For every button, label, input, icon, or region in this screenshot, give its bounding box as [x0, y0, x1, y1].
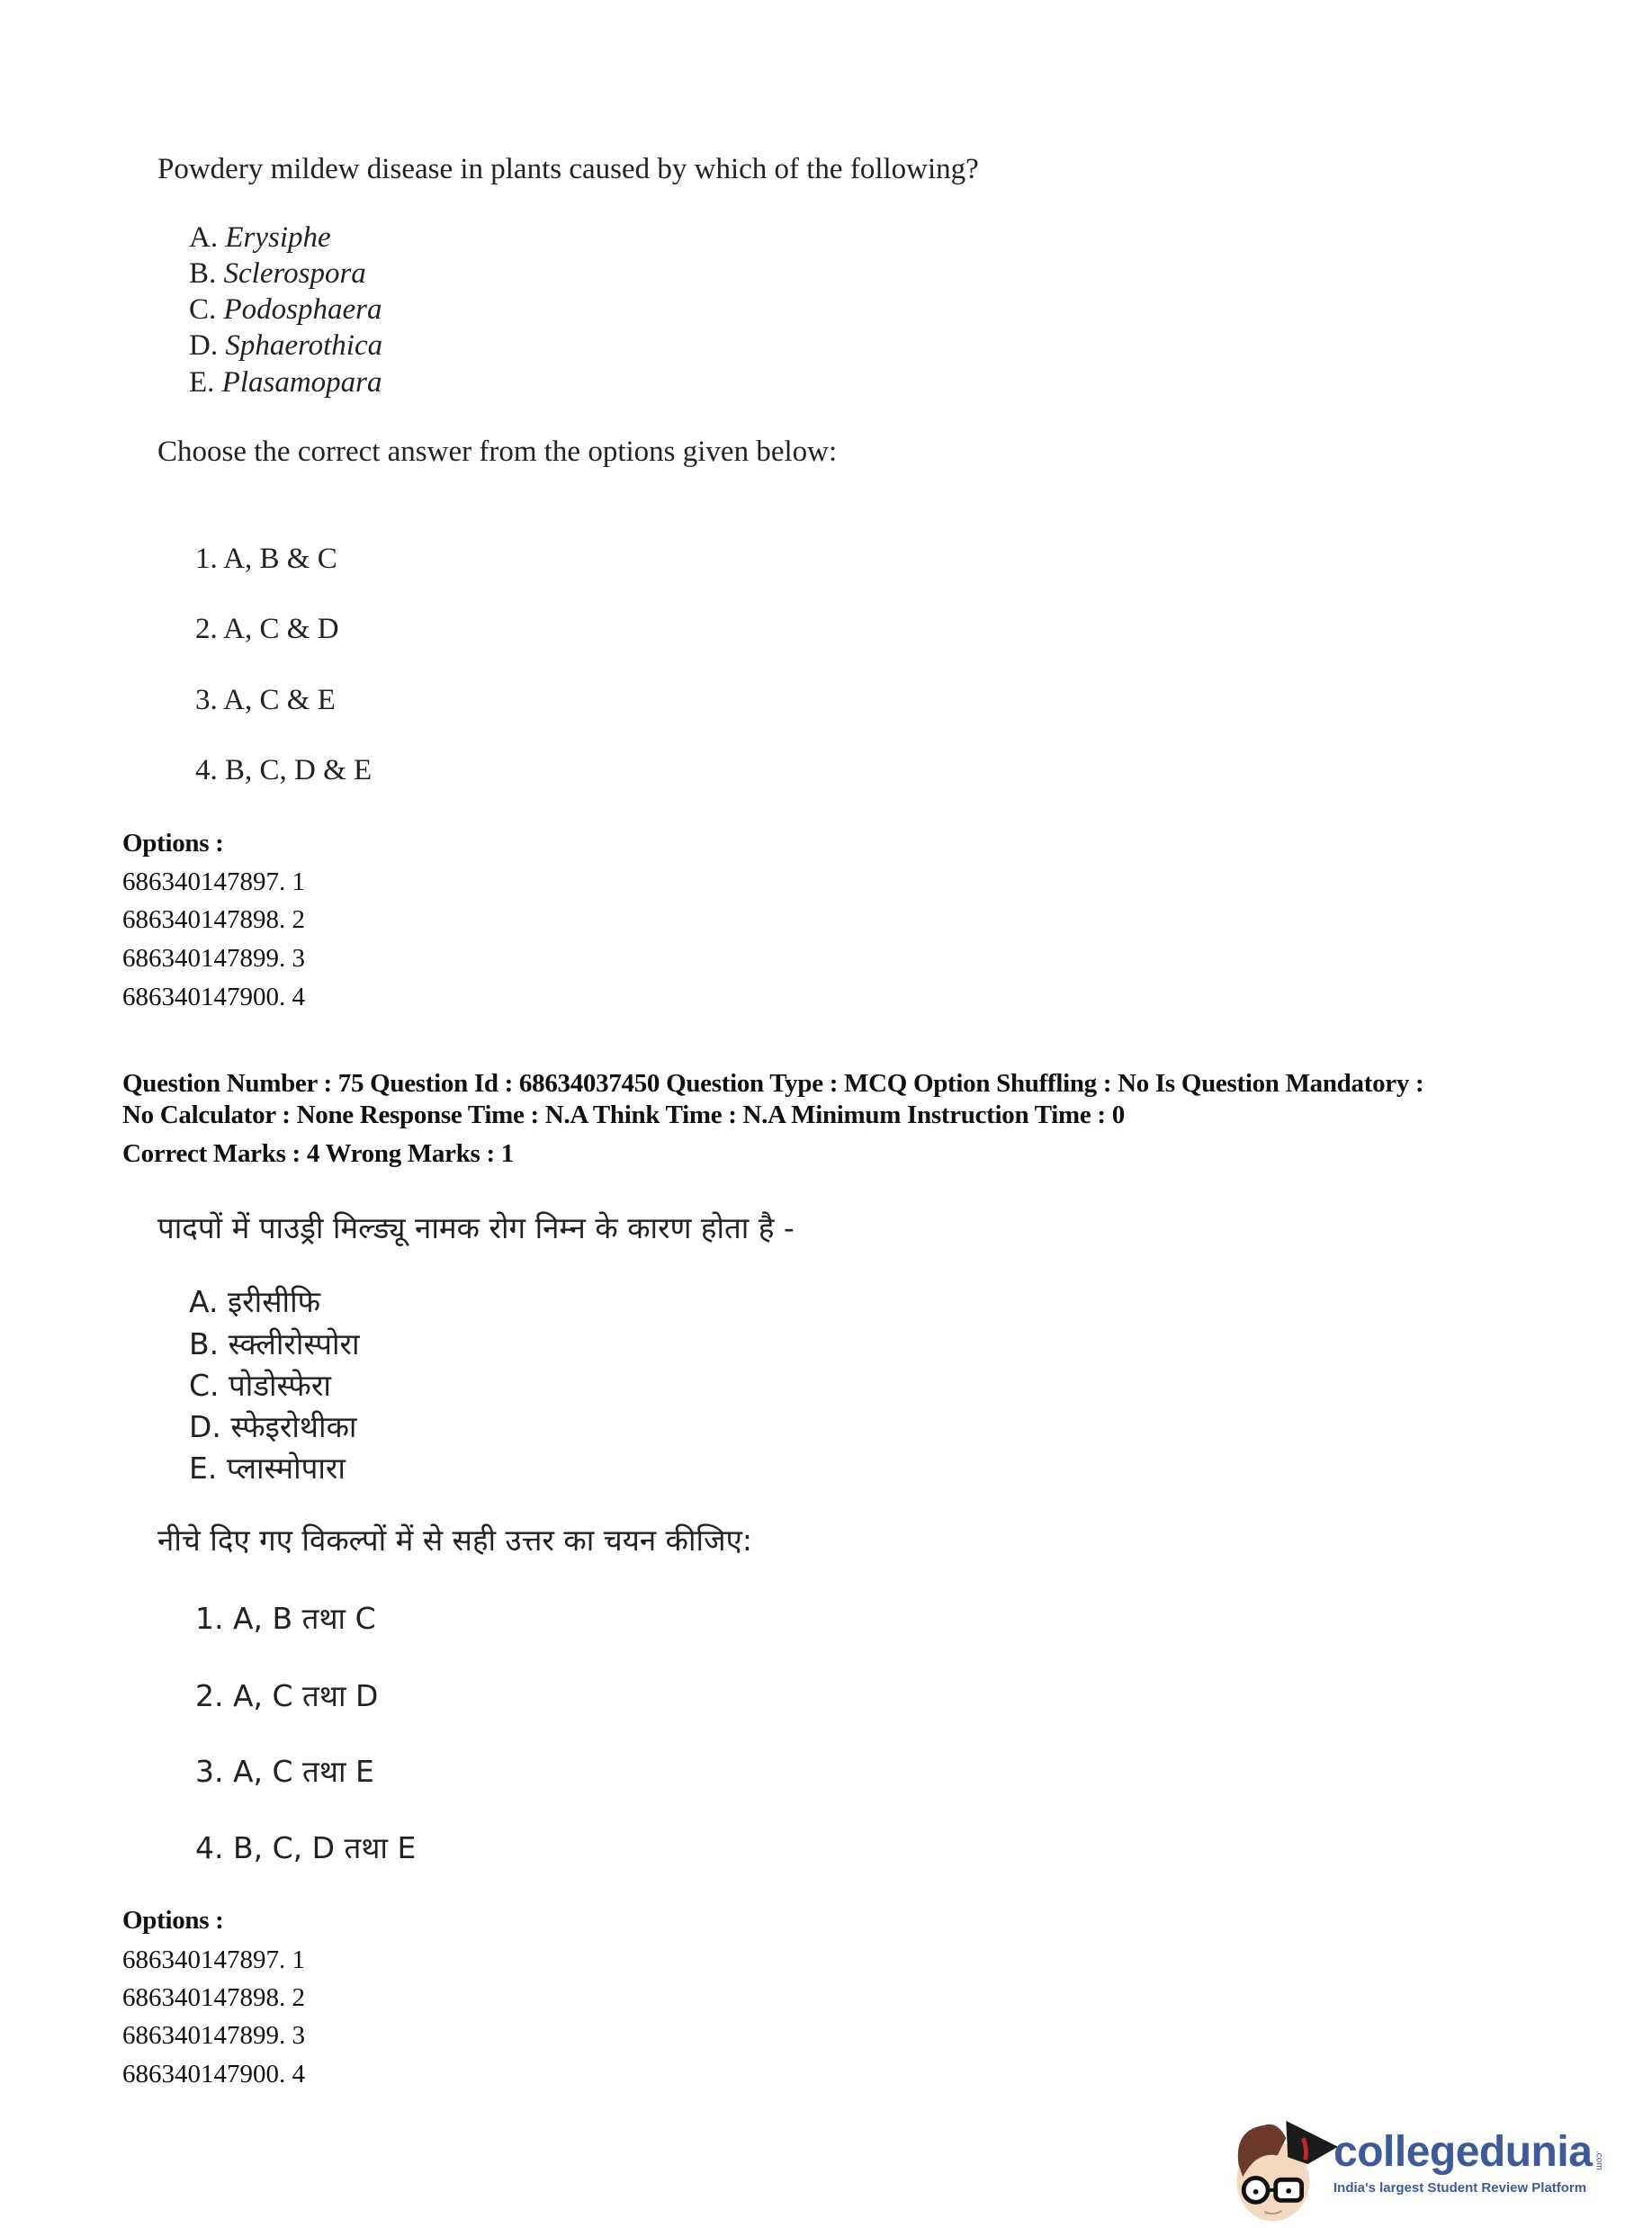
- statement-item: [189, 1284, 321, 1319]
- statement-label: C.: [189, 1368, 220, 1403]
- statement-item: [189, 331, 382, 361]
- options-heading: Options :: [122, 1906, 224, 1935]
- answer-choice: 4. B, C, D तथा E: [195, 1830, 417, 1865]
- logo-brand-row: [1333, 2128, 1604, 2176]
- statement-text: प्लास्मोपारा: [226, 1451, 346, 1486]
- option-id: 686340147897. 1: [122, 1945, 305, 1974]
- answer-choice: 2. A, C तथा D: [195, 1678, 379, 1713]
- statement-label: B.: [189, 1326, 220, 1361]
- options-heading: Options :: [122, 829, 224, 858]
- option-id: 686340147900. 4: [122, 983, 305, 1011]
- statement-item: [189, 259, 366, 289]
- logo-suffix: .com: [1594, 2151, 1604, 2170]
- statement-label: A.: [189, 221, 219, 254]
- question-text: Powdery mildew disease in plants caused by which of the following?: [157, 153, 979, 185]
- statement-item: [189, 295, 382, 325]
- answer-choice: 3. A, C तथा E: [195, 1754, 374, 1789]
- statement-item: [189, 368, 382, 398]
- statement-label: D.: [189, 329, 219, 362]
- statement-text: Sphaerothica: [225, 329, 383, 362]
- statement-text: Sclerospora: [223, 257, 366, 290]
- statement-item: [189, 1409, 357, 1444]
- option-id: 686340147899. 3: [122, 944, 305, 973]
- metadata-line: Question Number : 75 Question Id : 68634037450 Question Type : MCQ Option Shuffling : No Is Question Mandatory :: [122, 1069, 1424, 1098]
- option-id: 686340147898. 2: [122, 1983, 305, 2012]
- statement-text: स्फेइरोथीका: [230, 1409, 357, 1444]
- question-text-hindi: पादपों में पाउड्री मिल्ड्यू नामक रोग निम्न के कारण होता है -: [157, 1210, 795, 1245]
- answer-choice: 1. A, B तथा C: [195, 1601, 376, 1636]
- statement-label: E.: [189, 1451, 218, 1486]
- statement-text: स्क्लीरोस्पोरा: [228, 1326, 360, 1361]
- statement-text: Erysiphe: [225, 221, 331, 254]
- logo-text-group: [1333, 2128, 1604, 2196]
- mascot-icon: [1226, 2101, 1338, 2227]
- statement-label: E.: [189, 366, 215, 399]
- answer-choice: 2. A, C & D: [195, 613, 339, 645]
- option-id: 686340147900. 4: [122, 2060, 305, 2089]
- statement-item: [189, 1451, 346, 1486]
- option-id: 686340147897. 1: [122, 867, 305, 896]
- statement-text: पोडोस्फेरा: [229, 1368, 331, 1403]
- statement-text: Plasamopara: [221, 366, 382, 399]
- answer-choice: 4. B, C, D & E: [195, 754, 373, 786]
- marks-line: Correct Marks : 4 Wrong Marks : 1: [122, 1139, 514, 1168]
- logo-brand-text: collegedunia: [1333, 2128, 1593, 2176]
- statement-label: D.: [189, 1409, 221, 1444]
- answer-choice: 1. A, B & C: [195, 543, 337, 575]
- instruction-text: Choose the correct answer from the options given below:: [157, 436, 838, 468]
- statement-label: C.: [189, 293, 217, 326]
- statement-label: B.: [189, 257, 217, 290]
- statement-text: Podosphaera: [223, 293, 382, 326]
- answer-choice: 3. A, C & E: [195, 684, 336, 716]
- statement-item: [189, 1368, 331, 1403]
- instruction-text-hindi: नीचे दिए गए विकल्पों में से सही उत्तर का चयन कीजिए:: [157, 1523, 752, 1558]
- option-id: 686340147898. 2: [122, 905, 305, 934]
- statement-label: A.: [189, 1284, 219, 1319]
- statement-item: [189, 1326, 360, 1361]
- option-id: 686340147899. 3: [122, 2021, 305, 2050]
- logo-tagline: India's largest Student Review Platform: [1333, 2180, 1587, 2196]
- statement-item: [189, 223, 331, 253]
- metadata-line: No Calculator : None Response Time : N.A Think Time : N.A Minimum Instruction Time : 0: [122, 1101, 1125, 1129]
- statement-text: इरीसीफि: [227, 1284, 321, 1319]
